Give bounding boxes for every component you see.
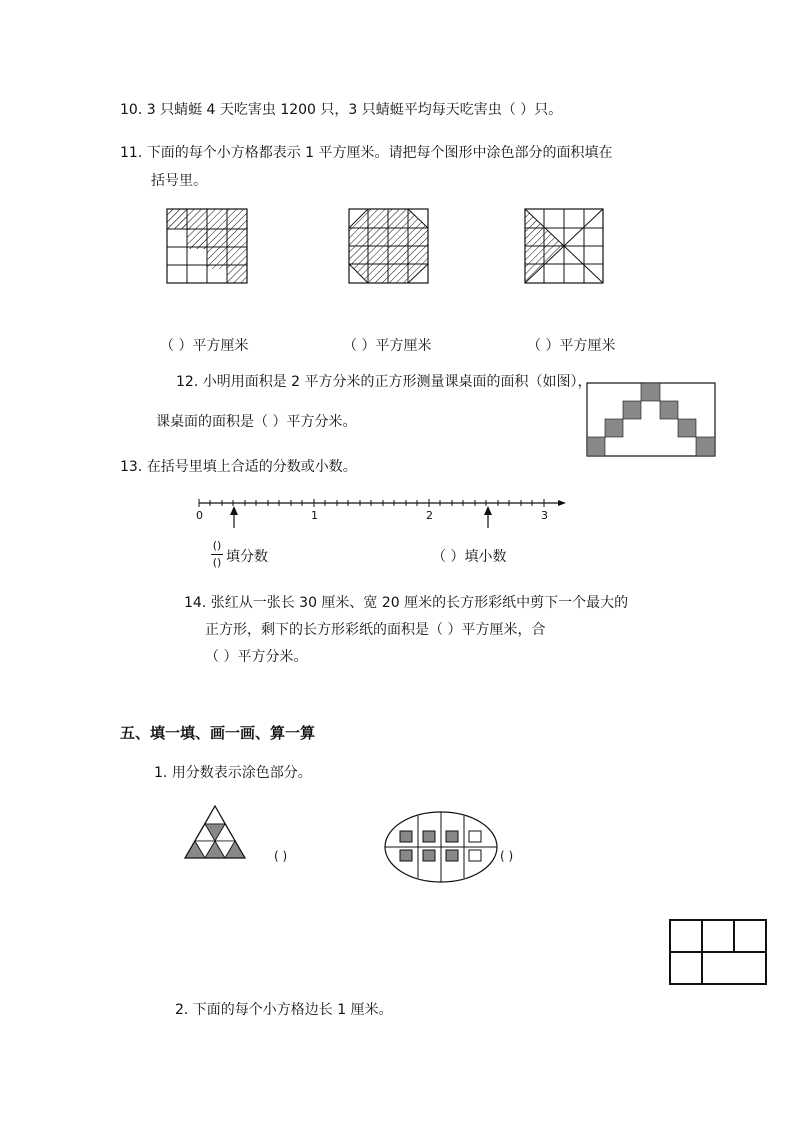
question-12-line1: 12. 小明用面积是 2 平方分米的正方形测量课桌面的面积（如图）， xyxy=(176,374,592,390)
fraction-answer[interactable] xyxy=(211,539,223,570)
grid-figure-3 xyxy=(525,209,603,283)
question-11-line1: 11. 下面的每个小方格都表示 1 平方厘米。请把每个图形中涂色部分的面积填在 xyxy=(120,145,613,161)
question-13: 13. 在括号里填上合适的分数或小数。 xyxy=(120,459,357,475)
answer-blank-3[interactable]: （ ）平方厘米 xyxy=(527,338,616,354)
rectangle-grid-figure xyxy=(670,920,766,984)
desk-figure xyxy=(587,383,715,456)
section-5-title: 五、填一填、画一画、算一算 xyxy=(120,724,316,742)
question-14-line3: （ ）平方分米。 xyxy=(205,649,308,665)
ellipse-figure xyxy=(385,812,497,882)
tick-label-0: 0 xyxy=(196,509,203,522)
question-14-line2: 正方形，剩下的长方形彩纸的面积是（ ）平方厘米，合 xyxy=(205,622,546,638)
question-10: 10. 3 只蜻蜓 4 天吃害虫 1200 只，3 只蜻蜓平均每天吃害虫（ ）只。 xyxy=(120,102,563,118)
grid-figure-1 xyxy=(167,209,247,283)
grid-figure-2 xyxy=(349,209,428,283)
answer-blank-1[interactable]: （ ）平方厘米 xyxy=(160,338,249,354)
tick-label-1: 1 xyxy=(311,509,318,522)
section-5-question-2: 2. 下面的每个小方格边长 1 厘米。 xyxy=(175,1002,393,1018)
fraction-numerator: () xyxy=(212,539,222,552)
tick-label-3: 3 xyxy=(541,509,548,522)
triangle-figure xyxy=(185,806,245,858)
answer-blank-2[interactable]: （ ）平方厘米 xyxy=(343,338,432,354)
decimal-answer[interactable]: （ ）填小数 xyxy=(432,549,507,565)
question-12-line2: 课桌面的面积是（ ）平方分米。 xyxy=(156,414,357,430)
fraction-denominator: () xyxy=(212,556,222,569)
ellipse-answer-blank[interactable]: ( ) xyxy=(500,849,514,863)
section-5-question-1: 1. 用分数表示涂色部分。 xyxy=(154,765,312,781)
question-14-line1: 14. 张红从一张长 30 厘米、宽 20 厘米的长方形彩纸中剪下一个最大的 xyxy=(184,595,629,611)
question-11-line2: 括号里。 xyxy=(151,173,207,189)
number-line xyxy=(199,499,566,528)
triangle-answer-blank[interactable]: ( ) xyxy=(274,849,288,863)
fraction-bar xyxy=(211,554,223,555)
fraction-label: 填分数 xyxy=(226,549,268,565)
tick-label-2: 2 xyxy=(426,509,433,522)
